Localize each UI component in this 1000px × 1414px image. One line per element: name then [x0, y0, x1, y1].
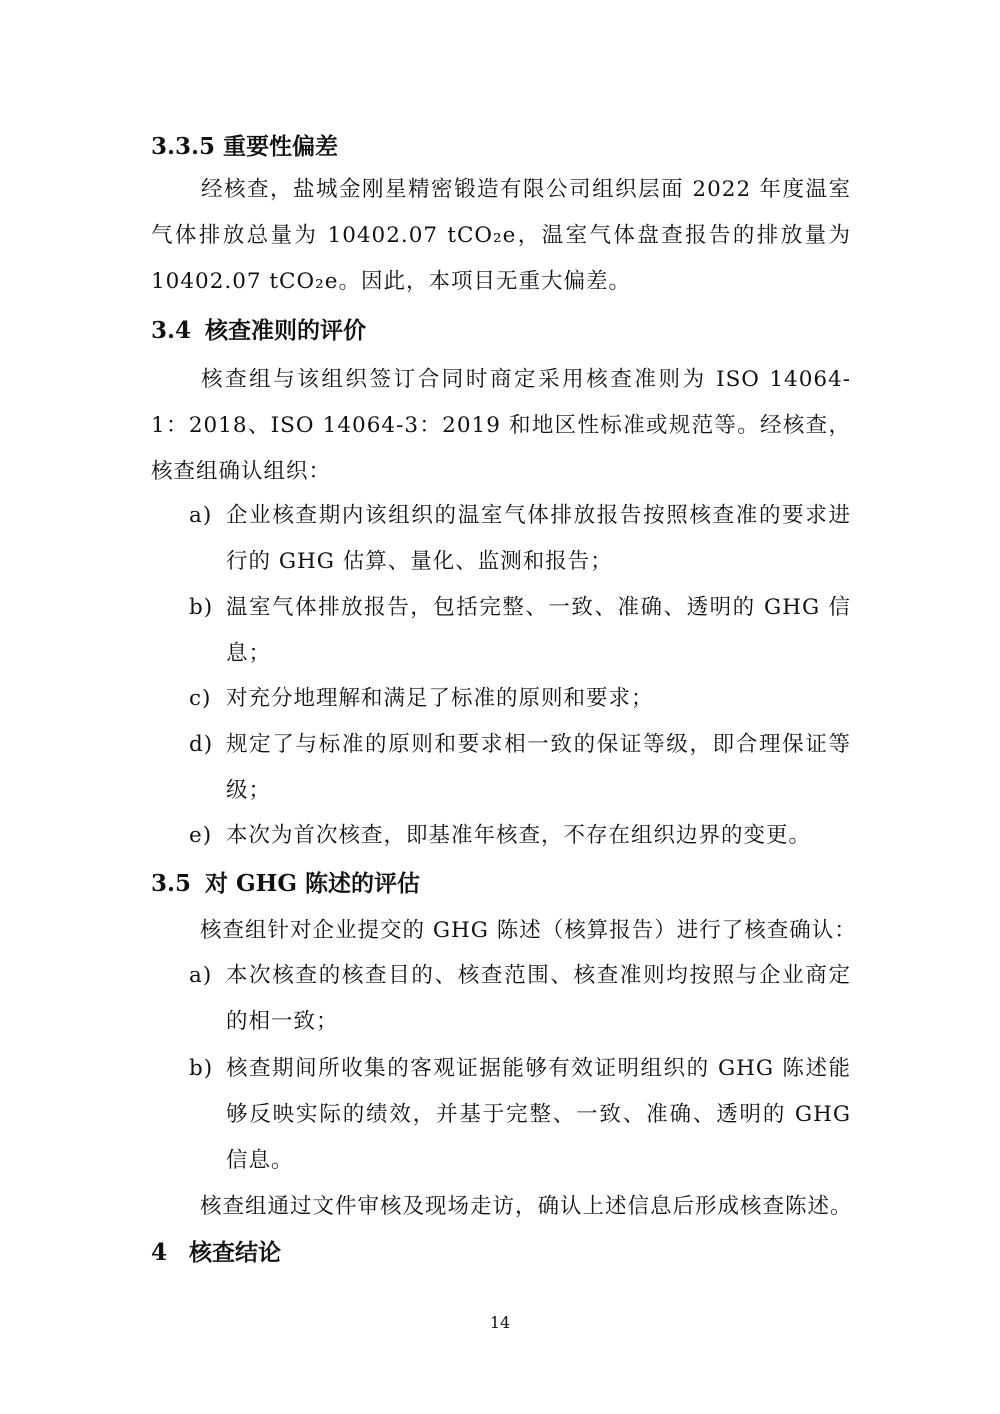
list-item: [189, 493, 851, 585]
list-item-label: b): [189, 1056, 214, 1081]
list-item: [189, 585, 851, 677]
list-item-label: d): [189, 732, 214, 757]
list-item-label: b): [189, 595, 214, 620]
section-number: 3.4: [151, 317, 192, 344]
list-item-label: e): [189, 823, 213, 848]
section-heading-3-4: [151, 316, 366, 346]
list-item: [189, 1046, 851, 1184]
list-item: [189, 813, 851, 859]
section-heading-3-5: [151, 869, 420, 899]
list-item: [189, 953, 851, 1045]
page-number: 14: [489, 1313, 511, 1332]
paragraph-intro: 核查组针对企业提交的 GHG 陈述（核算报告）进行了核查确认：: [200, 918, 857, 943]
list-item-text: 本次为首次核查，即基准年核查，不存在组织边界的变更。: [226, 823, 812, 848]
list-item-label: c): [189, 686, 212, 711]
section-heading-3-3-5: [151, 132, 338, 162]
paragraph-criteria: 核查组与该组织签订合同时商定采用核查准则为 ISO 14064-1：2018、ISO 14064-3：2019 和地区性标准或规范等。经核查，核查组确认组织：: [151, 367, 851, 484]
paragraph-materiality: 经核查，盐城金刚星精密锻造有限公司组织层面 2022 年度温室气体排放总量为 10402.07 tCO₂e，温室气体盘查报告的排放量为 10402.07 tCO₂e。因此，本项目无重大偏差。: [151, 177, 851, 294]
list-item-text: 规定了与标准的原则和要求相一致的保证等级，即合理保证等级；: [226, 732, 851, 803]
list-item-label: a): [189, 503, 213, 528]
section-number: 4: [151, 1239, 168, 1266]
paragraph-closing: 核查组通过文件审核及现场走访，确认上述信息后形成核查陈述。: [200, 1194, 853, 1219]
list-item-text: 本次核查的核查目的、核查范围、核查准则均按照与企业商定的相一致；: [226, 963, 851, 1034]
list-item-text: 温室气体排放报告，包括完整、一致、准确、透明的 GHG 信息；: [226, 595, 851, 666]
section-title: 核查准则的评价: [205, 317, 367, 344]
section-title: 核查结论: [189, 1239, 282, 1266]
list-item-label: a): [189, 963, 213, 988]
list-item-text: 核查期间所收集的客观证据能够有效证明组织的 GHG 陈述能够反映实际的绩效，并基于完整、一致、准确、透明的 GHG 信息。: [226, 1056, 851, 1173]
list-item: [189, 722, 851, 814]
list-item-text: 对充分地理解和满足了标准的原则和要求；: [226, 686, 654, 711]
list-item: [189, 676, 851, 722]
section-number: 3.5: [151, 870, 192, 897]
section-title: 对 GHG 陈述的评估: [205, 870, 421, 897]
section-heading-text: 3.3.5 重要性偏差: [151, 133, 339, 160]
section-heading-4: [151, 1238, 281, 1268]
list-item-text: 企业核查期内该组织的温室气体排放报告按照核查准的要求进行的 GHG 估算、量化、监测和报告；: [226, 503, 851, 574]
